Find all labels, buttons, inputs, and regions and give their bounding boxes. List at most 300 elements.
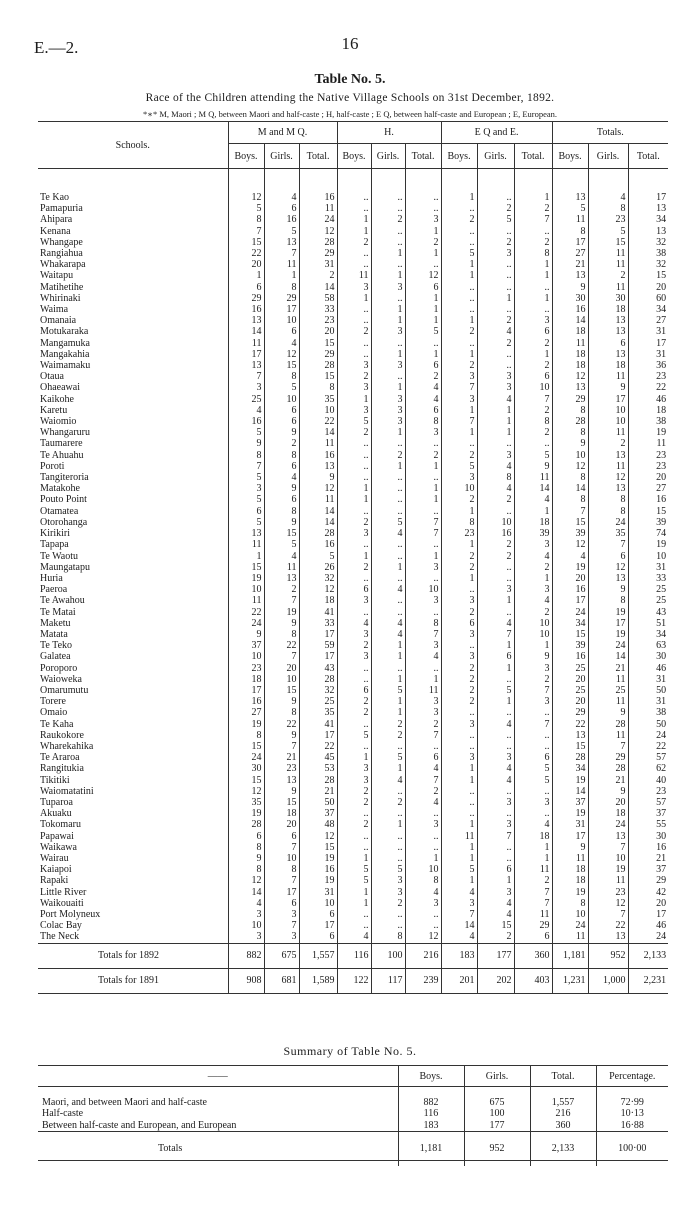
data-cell: 6: [405, 282, 441, 293]
data-cell: 5: [588, 226, 628, 237]
data-cell: ..: [441, 584, 477, 595]
table-row: [38, 259, 668, 270]
legend-note: *∗* M, Maori ; M Q, between Maori and half-caste ; H, half-caste ; E Q, between half-caste and European ; E, European.: [142, 109, 558, 119]
data-cell: 17: [228, 349, 264, 360]
data-cell: 17: [552, 595, 588, 606]
data-cell: 5: [514, 775, 552, 786]
data-cell: 1: [337, 551, 371, 562]
page-number: 16: [341, 34, 359, 53]
data-cell: 10: [264, 853, 299, 864]
data-cell: 1: [405, 226, 441, 237]
data-cell: 13: [264, 573, 299, 584]
data-cell: 27: [628, 315, 668, 326]
data-cell: 10: [477, 517, 514, 528]
data-cell: 3: [228, 931, 264, 943]
table-row: [38, 920, 668, 931]
data-cell: 1: [477, 696, 514, 707]
data-cell: 2: [337, 696, 371, 707]
data-cell: 46: [628, 663, 668, 674]
summary-cell: 10·13: [596, 1108, 668, 1119]
data-cell: ..: [337, 674, 371, 685]
sub-header: Boys.: [552, 144, 588, 169]
data-cell: 1: [405, 349, 441, 360]
data-cell: 12: [588, 562, 628, 573]
school-name: Waikawa: [40, 841, 77, 853]
data-cell: 13: [552, 192, 588, 203]
data-cell: ..: [371, 338, 405, 349]
data-cell: 24: [588, 517, 628, 528]
summary-cell: 882: [398, 1097, 464, 1108]
data-cell: 15: [228, 775, 264, 786]
data-cell: ..: [337, 842, 371, 853]
data-cell: 2: [337, 562, 371, 573]
table-row: [38, 315, 668, 326]
data-cell: ..: [405, 663, 441, 674]
table-row: [38, 584, 668, 595]
data-cell: 10: [264, 394, 299, 405]
data-cell: 9: [552, 282, 588, 293]
data-cell: 7: [514, 214, 552, 225]
totals-cell: 2,133: [628, 943, 668, 968]
data-cell: 34: [552, 763, 588, 774]
data-cell: 7: [477, 629, 514, 640]
data-cell: 4: [477, 763, 514, 774]
data-cell: 3: [477, 584, 514, 595]
totals-cell: 952: [588, 943, 628, 968]
data-cell: 28: [299, 237, 337, 248]
data-cell: 22: [299, 741, 337, 752]
data-cell: 9: [228, 438, 264, 449]
table-row: [38, 371, 668, 382]
data-cell: 13: [552, 270, 588, 281]
data-cell: 3: [228, 483, 264, 494]
data-cell: 28: [299, 528, 337, 539]
school-name: Whakarapa: [40, 259, 86, 271]
data-cell: 10: [588, 416, 628, 427]
data-cell: ..: [405, 539, 441, 550]
data-cell: 3: [514, 663, 552, 674]
data-cell: 31: [628, 326, 668, 337]
school-name: Matihetihe: [40, 281, 84, 293]
data-cell: 1: [337, 752, 371, 763]
data-cell: 5: [477, 685, 514, 696]
data-cell: 1: [405, 293, 441, 304]
data-cell: 17: [228, 685, 264, 696]
summary-header-row: [38, 1066, 668, 1087]
totals-cell: 239: [405, 968, 441, 993]
sub-header: Girls.: [371, 144, 405, 169]
school-name: Matata: [40, 628, 68, 640]
school-name: Taumarere: [40, 438, 83, 450]
data-cell: 1: [441, 763, 477, 774]
data-cell: ..: [405, 338, 441, 349]
data-cell: 29: [588, 752, 628, 763]
data-cell: 3: [371, 416, 405, 427]
table-row: [38, 248, 668, 259]
data-cell: 4: [405, 797, 441, 808]
data-cell: 17: [264, 304, 299, 315]
data-cell: 3: [405, 562, 441, 573]
data-cell: 5: [441, 864, 477, 875]
data-cell: ..: [477, 573, 514, 584]
totals-cell: 403: [514, 968, 552, 993]
data-cell: 11: [405, 685, 441, 696]
data-cell: ..: [405, 506, 441, 517]
data-cell: 2: [337, 707, 371, 718]
data-cell: 9: [264, 696, 299, 707]
data-cell: 3: [514, 797, 552, 808]
data-cell: 1: [337, 887, 371, 898]
data-cell: 1: [405, 483, 441, 494]
totals-cell: 1,589: [299, 968, 337, 993]
data-cell: 7: [441, 909, 477, 920]
data-cell: 23: [628, 450, 668, 461]
data-cell: 2: [299, 270, 337, 281]
data-cell: 8: [552, 472, 588, 483]
table-subtitle: Race of the Children attending the Native Village Schools on 31st December, 1892.: [145, 92, 555, 104]
table-row: [38, 326, 668, 337]
table-row: [38, 741, 668, 752]
data-cell: 7: [228, 226, 264, 237]
data-cell: ..: [405, 920, 441, 931]
data-cell: ..: [337, 909, 371, 920]
data-cell: 11: [264, 259, 299, 270]
data-cell: 22: [552, 719, 588, 730]
data-cell: 4: [477, 326, 514, 337]
data-cell: ..: [337, 203, 371, 214]
data-cell: ..: [337, 192, 371, 203]
data-cell: 4: [405, 382, 441, 393]
data-cell: 3: [264, 931, 299, 943]
data-cell: 13: [588, 450, 628, 461]
data-cell: 13: [299, 461, 337, 472]
data-cell: 16: [628, 494, 668, 505]
data-cell: 6: [264, 898, 299, 909]
summary-row: [38, 1097, 668, 1108]
data-cell: 30: [588, 293, 628, 304]
totals-cell: 675: [264, 943, 299, 968]
data-cell: 4: [264, 472, 299, 483]
data-cell: 31: [628, 674, 668, 685]
data-cell: 2: [441, 494, 477, 505]
data-cell: 2: [477, 539, 514, 550]
data-cell: 1: [371, 461, 405, 472]
data-cell: 17: [628, 192, 668, 203]
data-cell: 14: [441, 920, 477, 931]
data-cell: 11: [441, 831, 477, 842]
data-cell: 3: [441, 898, 477, 909]
school-name: Tikitiki: [40, 774, 70, 786]
data-cell: 7: [405, 629, 441, 640]
data-cell: 10: [514, 629, 552, 640]
data-cell: ..: [514, 282, 552, 293]
data-cell: ..: [337, 472, 371, 483]
data-cell: 15: [264, 360, 299, 371]
data-cell: 7: [441, 416, 477, 427]
data-cell: 1: [405, 315, 441, 326]
school-name: Whirinaki: [40, 292, 81, 304]
data-cell: 6: [337, 685, 371, 696]
data-cell: 4: [477, 898, 514, 909]
data-cell: 6: [588, 338, 628, 349]
summary-label: Between half-caste and European, and European: [42, 1119, 237, 1131]
data-cell: 16: [477, 528, 514, 539]
data-cell: 3: [477, 819, 514, 830]
summary-total-cell: 100·00: [596, 1131, 668, 1166]
data-cell: 15: [299, 842, 337, 853]
data-cell: 1: [441, 315, 477, 326]
table-row: [38, 842, 668, 853]
spacer-cell: [299, 169, 337, 193]
data-cell: 2: [405, 786, 441, 797]
data-cell: 15: [264, 528, 299, 539]
data-cell: 34: [552, 618, 588, 629]
data-cell: 11: [588, 696, 628, 707]
totals-cell: 216: [405, 943, 441, 968]
data-cell: 24: [299, 214, 337, 225]
data-cell: 2: [441, 360, 477, 371]
data-cell: 5: [228, 517, 264, 528]
data-cell: 1: [337, 853, 371, 864]
data-cell: 3: [228, 382, 264, 393]
data-cell: 3: [371, 875, 405, 886]
school-name: Tokomaru: [40, 819, 81, 831]
data-cell: ..: [371, 539, 405, 550]
data-cell: 9: [588, 707, 628, 718]
data-cell: ..: [405, 831, 441, 842]
table-row: [38, 528, 668, 539]
data-cell: 1: [441, 427, 477, 438]
data-cell: 1: [441, 405, 477, 416]
data-cell: 1: [441, 539, 477, 550]
data-cell: 18: [552, 349, 588, 360]
school-name: Waikouaiti: [40, 897, 84, 909]
group-header: M and M Q.: [228, 122, 337, 144]
data-cell: 1: [441, 270, 477, 281]
data-cell: 10: [264, 315, 299, 326]
data-cell: 2: [514, 338, 552, 349]
data-cell: 1: [371, 315, 405, 326]
data-cell: 10: [228, 651, 264, 662]
data-cell: 63: [628, 640, 668, 651]
data-cell: 15: [552, 629, 588, 640]
data-cell: ..: [405, 259, 441, 270]
data-cell: 18: [552, 326, 588, 337]
data-cell: 18: [264, 808, 299, 819]
data-cell: 38: [628, 416, 668, 427]
school-name: Te Kaha: [40, 718, 74, 730]
data-cell: 12: [552, 539, 588, 550]
data-cell: 1: [477, 416, 514, 427]
data-cell: 18: [552, 360, 588, 371]
school-name: Wharekahika: [40, 740, 94, 752]
data-cell: 4: [441, 887, 477, 898]
data-cell: 1: [405, 304, 441, 315]
data-cell: ..: [477, 360, 514, 371]
totals-cell: 116: [337, 943, 371, 968]
data-cell: 16: [228, 416, 264, 427]
data-cell: 22: [228, 248, 264, 259]
data-cell: 3: [371, 405, 405, 416]
data-cell: 1: [337, 898, 371, 909]
data-cell: 5: [441, 461, 477, 472]
data-cell: 2: [337, 326, 371, 337]
table-row: [38, 819, 668, 830]
data-cell: 17: [628, 338, 668, 349]
data-cell: 4: [371, 618, 405, 629]
data-cell: 2: [514, 875, 552, 886]
data-cell: ..: [371, 909, 405, 920]
school-name: Tapapa: [40, 539, 69, 551]
data-cell: 37: [628, 864, 668, 875]
summary-total-cell: 952: [464, 1131, 530, 1166]
school-name: Mangamuka: [40, 337, 90, 349]
school-name: Pamapuria: [40, 203, 83, 215]
data-cell: 3: [405, 595, 441, 606]
data-cell: ..: [337, 259, 371, 270]
data-cell: 1: [337, 494, 371, 505]
data-cell: 4: [405, 887, 441, 898]
data-cell: 8: [514, 416, 552, 427]
data-cell: 29: [628, 875, 668, 886]
data-cell: 16: [552, 651, 588, 662]
data-cell: 9: [588, 584, 628, 595]
data-cell: ..: [477, 282, 514, 293]
data-cell: 12: [552, 371, 588, 382]
data-cell: 8: [552, 427, 588, 438]
data-cell: 4: [477, 719, 514, 730]
data-cell: 31: [299, 887, 337, 898]
data-cell: 28: [588, 763, 628, 774]
table-row: [38, 506, 668, 517]
data-cell: 11: [588, 248, 628, 259]
data-cell: 2: [371, 730, 405, 741]
data-cell: 5: [337, 416, 371, 427]
data-cell: 11: [588, 259, 628, 270]
data-cell: ..: [337, 461, 371, 472]
data-cell: 28: [299, 775, 337, 786]
table-row: [38, 192, 668, 203]
data-cell: ..: [405, 192, 441, 203]
data-cell: 7: [514, 887, 552, 898]
data-cell: 4: [477, 775, 514, 786]
data-cell: 5: [514, 763, 552, 774]
data-cell: 3: [337, 405, 371, 416]
data-cell: 1: [441, 775, 477, 786]
data-cell: 19: [628, 427, 668, 438]
data-cell: 4: [514, 494, 552, 505]
data-cell: 1: [441, 349, 477, 360]
data-cell: 4: [405, 651, 441, 662]
table-row: [38, 719, 668, 730]
table-row: [38, 394, 668, 405]
spacer-cell: [588, 169, 628, 193]
data-cell: 8: [228, 730, 264, 741]
data-cell: 28: [552, 416, 588, 427]
group-header: H.: [337, 122, 441, 144]
table-row: [38, 663, 668, 674]
table-row: [38, 405, 668, 416]
data-cell: 12: [405, 931, 441, 943]
school-name: Rangitukia: [40, 763, 84, 775]
spacer-cell: [337, 169, 371, 193]
data-cell: 27: [228, 707, 264, 718]
data-cell: 4: [371, 629, 405, 640]
summary-title: Summary of Table No. 5.: [283, 1044, 417, 1058]
table-row: [38, 349, 668, 360]
data-cell: 20: [628, 472, 668, 483]
spacer-cell: [628, 169, 668, 193]
data-cell: 7: [405, 775, 441, 786]
data-cell: ..: [477, 808, 514, 819]
group-header: E Q and E.: [441, 122, 552, 144]
data-cell: 5: [228, 427, 264, 438]
school-name: Matakohe: [40, 483, 80, 495]
school-name: Kirikiri: [40, 528, 70, 540]
school-name: Tangiteroria: [40, 472, 89, 484]
table-row: [38, 696, 668, 707]
data-cell: ..: [441, 282, 477, 293]
school-name: Whangaruru: [40, 427, 90, 439]
data-cell: 18: [588, 360, 628, 371]
header-row-groups: [38, 122, 668, 144]
sub-header: Boys.: [441, 144, 477, 169]
data-cell: 1: [514, 853, 552, 864]
data-cell: 4: [337, 618, 371, 629]
data-cell: 17: [299, 651, 337, 662]
school-name: Rangiahua: [40, 248, 83, 260]
data-cell: 25: [588, 685, 628, 696]
data-cell: 25: [628, 584, 668, 595]
data-cell: 8: [405, 618, 441, 629]
data-cell: 4: [477, 461, 514, 472]
totals-row: [38, 968, 668, 993]
data-cell: 3: [405, 898, 441, 909]
summary-cell: 72·99: [596, 1097, 668, 1108]
data-cell: ..: [514, 707, 552, 718]
data-cell: 12: [299, 483, 337, 494]
totals-cell: 183: [441, 943, 477, 968]
data-cell: 1: [405, 853, 441, 864]
data-cell: 15: [264, 685, 299, 696]
data-cell: 3: [337, 595, 371, 606]
data-cell: ..: [477, 438, 514, 449]
data-cell: 8: [514, 248, 552, 259]
data-cell: 5: [405, 326, 441, 337]
data-cell: 31: [299, 259, 337, 270]
data-cell: 6: [514, 931, 552, 943]
data-cell: 3: [405, 707, 441, 718]
data-cell: 18: [299, 595, 337, 606]
data-cell: 2: [477, 931, 514, 943]
data-cell: 23: [228, 663, 264, 674]
data-cell: 24: [628, 931, 668, 943]
table-row: [38, 640, 668, 651]
data-cell: 1: [441, 853, 477, 864]
data-cell: 10: [514, 382, 552, 393]
table-row: [38, 573, 668, 584]
data-cell: 5: [228, 472, 264, 483]
data-cell: 1: [337, 226, 371, 237]
data-cell: 3: [337, 282, 371, 293]
data-cell: 7: [552, 506, 588, 517]
data-cell: 3: [441, 752, 477, 763]
data-cell: 19: [264, 607, 299, 618]
data-cell: 3: [441, 595, 477, 606]
data-cell: 3: [514, 584, 552, 595]
school-name: Waitapu: [40, 270, 74, 282]
data-cell: 34: [628, 304, 668, 315]
